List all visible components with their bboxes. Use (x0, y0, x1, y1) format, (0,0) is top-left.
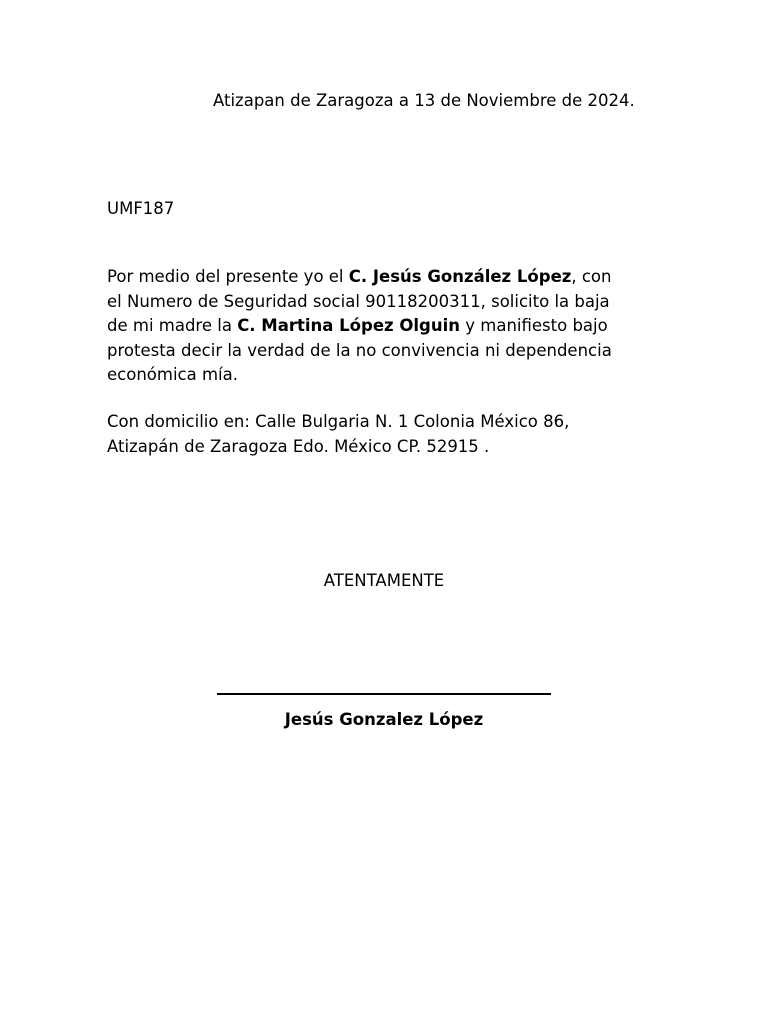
address-paragraph (107, 410, 569, 459)
body-line-3 (107, 314, 687, 339)
requester-name: C. Jesús González López (348, 267, 572, 286)
body-text: , con (571, 267, 612, 286)
body-text: Por medio del presente yo el (107, 267, 349, 286)
body-line-5: económica mía. (107, 365, 238, 384)
mother-name: C. Martina López Olguin (237, 316, 461, 335)
body-line-1 (107, 265, 687, 290)
body-text: de mi madre la (107, 316, 238, 335)
date-line: Atizapan de Zaragoza a 13 de Noviembre de 2024. (213, 91, 635, 110)
body-text: y manifiesto bajo (460, 316, 608, 335)
closing-text: ATENTAMENTE (323, 571, 445, 590)
body-line-2: el Numero de Seguridad social 90118200311, solicito la baja (107, 291, 610, 311)
body-line-4: protesta decir la verdad de la no convivencia ni dependencia (107, 340, 612, 360)
body-paragraph (107, 265, 687, 388)
address-line-1: Con domicilio en: Calle Bulgaria N. 1 Colonia México 86, (107, 412, 570, 431)
signature-name: Jesús Gonzalez López (284, 710, 484, 729)
address-line-2: Atizapán de Zaragoza Edo. México CP. 52915 . (107, 436, 490, 456)
recipient-unit: UMF187 (107, 199, 175, 218)
signature-line (217, 693, 551, 695)
